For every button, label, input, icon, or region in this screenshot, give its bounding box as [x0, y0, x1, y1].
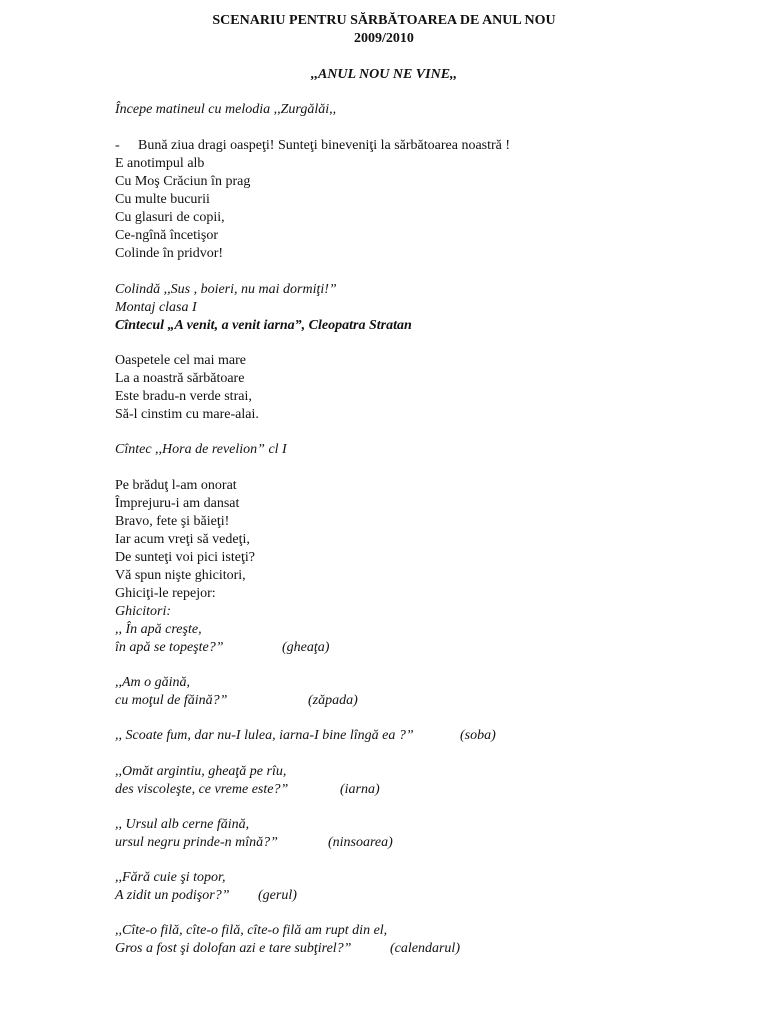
riddle-answer: (soba) [460, 728, 496, 743]
riddle-answer: (ninsoarea) [328, 835, 393, 850]
greeting-dash: - [115, 138, 120, 153]
verse3-line: Vă spun nişte ghicitori, [115, 568, 246, 583]
greeting-line: Bună ziua dragi oaspeţi! Sunteţi bineveniţi la sărbătoarea noastră ! [138, 138, 511, 153]
verse3-line: De sunteţi voi pici isteţi? [115, 550, 255, 565]
document-year: 2009/2010 [354, 31, 414, 46]
verse2-line: Este bradu-n verde strai, [115, 389, 252, 404]
verse2-line: La a noastră sărbătoare [115, 371, 245, 386]
document-title: SCENARIU PENTRU SĂRBĂTOAREA DE ANUL NOU [212, 13, 556, 28]
riddle-line: des viscoleşte, ce vreme este?” [115, 782, 289, 797]
verse1-line: E anotimpul alb [115, 156, 205, 171]
riddle-line: ,,Omăt argintiu, gheaţă pe rîu, [115, 764, 287, 779]
riddle-line: ,,Fără cuie şi topor, [115, 870, 226, 885]
riddle-line: în apă se topeşte?” [115, 640, 224, 655]
verse3-line: Împrejuru-i am dansat [115, 496, 240, 511]
verse3-line: Iar acum vreţi să vedeţi, [115, 532, 250, 547]
riddle-line: ,,Cîte-o filă, cîte-o filă, cîte-o filă am rupt din el, [115, 923, 388, 938]
verse1-line: Cu multe bucurii [115, 192, 210, 207]
riddle-line: Gros a fost şi dolofan azi e tare subţirel?” [115, 941, 352, 956]
song-line: Cîntecul „A venit, a venit iarna”, Cleopatra Stratan [115, 318, 412, 333]
document-subtitle: ,,ANUL NOU NE VINE,, [310, 67, 458, 82]
riddle-line: A zidit un podişor?” [115, 888, 230, 903]
verse1-line: Cu glasuri de copii, [115, 210, 225, 225]
verse3-line: Bravo, fete şi băieţi! [115, 514, 230, 529]
colinda-line: Colindă ,,Sus , boieri, nu mai dormiţi!” [115, 282, 337, 297]
riddle-answer: (zăpada) [308, 693, 358, 708]
riddle-answer: (iarna) [340, 782, 380, 797]
verse3-line: Ghiciţi-le repejor: [115, 586, 216, 601]
riddle-line: ,, Scoate fum, dar nu-I lulea, iarna-I bine lîngă ea ?” [115, 728, 414, 743]
riddle-answer: (calendarul) [390, 941, 460, 956]
verse2-line: Să-l cinstim cu mare-alai. [115, 407, 259, 422]
riddle-line: cu moţul de făină?” [115, 693, 228, 708]
riddle-answer: (gheaţa) [282, 640, 330, 655]
verse2-line: Oaspetele cel mai mare [115, 353, 246, 368]
verse1-line: Colinde în pridvor! [115, 246, 224, 261]
verse1-line: Ce-ngînă încetişor [115, 228, 219, 243]
riddle-line: ,, În apă creşte, [115, 622, 202, 637]
verse1-line: Cu Moş Crăciun în prag [115, 174, 251, 189]
intro-line: Începe matineul cu melodia ,,Zurgălăi,, [115, 102, 337, 117]
song-hora-line: Cîntec ,,Hora de revelion” cl I [115, 442, 287, 457]
riddle-line: ,, Ursul alb cerne făină, [115, 817, 250, 832]
riddle-line: ursul negru prinde-n mînă?” [115, 835, 278, 850]
riddle-line: ,,Am o găină, [115, 675, 191, 690]
verse3-line: Pe brăduţ l-am onorat [115, 478, 237, 493]
riddle-answer: (gerul) [258, 888, 297, 903]
riddles-heading: Ghicitori: [115, 604, 171, 619]
montaj-line: Montaj clasa I [115, 300, 197, 315]
